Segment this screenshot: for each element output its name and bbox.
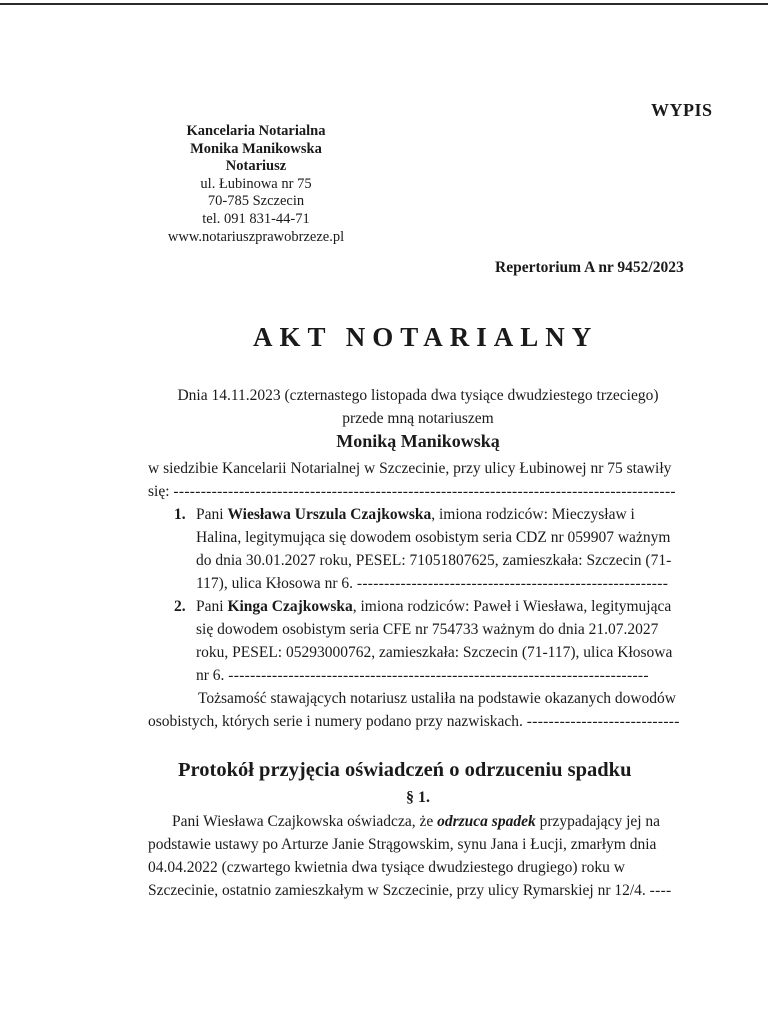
filler-dashes: -------------------------------------------------------------------------------------------- [173,483,676,500]
document-title: AKT NOTARIALNY [253,322,599,352]
section-number: § 1. [406,789,430,806]
notary-office-block [148,123,364,246]
party-name: Kinga Czajkowska [227,598,353,615]
party-line-rest: , imiona rodziców: Mieczysław i [431,506,635,523]
protocol-paragraph [148,810,722,902]
repertorium-number: Repertorium A nr 9452/2023 [495,259,684,276]
protocol-line-4 [148,879,722,902]
place-paragraph [148,457,708,503]
filler-dashes: ---- [649,882,672,899]
filler-dashes: --------------------------------------------------------- [356,575,669,592]
protocol-line-1 [148,810,722,833]
party-line-rest: , imiona rodziców: Paweł i Wiesława, legitymująca [352,598,672,615]
office-phone: tel. 091 831-44-71 [202,210,310,227]
protocol-line-3: 04.04.2022 (czwartego kwietnia dwa tysiące dwudziestego drugiego) roku w [148,859,625,876]
office-street: ul. Łubinowa nr 75 [200,175,312,192]
place-tail: się: [148,483,170,500]
party-2 [174,595,720,687]
date-line: Dnia 14.11.2023 (czternastego listopada dwa tysiące dwudziestego trzeciego) [177,387,659,404]
before-notary-line: przede mną notariuszem [342,410,494,427]
office-website: www.notariuszprawobrzeze.pl [167,228,345,245]
identity-text: osobistych, których serie i numery podano przy nazwiskach. [148,713,523,730]
identity-line-2 [148,710,722,733]
party-2-line-4 [174,664,720,687]
copy-label: WYPIS [651,100,713,120]
party-1-line-4 [174,572,720,595]
party-2-line-1 [174,595,720,618]
party-2-line-3: roku, PESEL: 05293000762, zamieszkała: Szczecin (71-117), ulica Kłosowa [196,644,673,661]
notary-name-line: Moniką Manikowską [336,431,500,451]
filler-dashes: ----------------------------------------------------------------------------- [228,667,649,684]
party-1-line-3: do dnia 30.01.2027 roku, PESEL: 71051807625, zamieszkała: Szczecin (71- [196,552,672,569]
party-1-line-1 [174,503,720,526]
protocol-text: Szczecinie, ostatnio zamieszkałym w Szczecinie, przy ulicy Rymarskiej nr 12/4. [148,882,646,899]
party-line-text: 117), ulica Kłosowa nr 6. [196,575,353,592]
protocol-line-2: podstawie ustawy po Arturze Janie Strągowskim, synu Jana i Łucji, zmarłym dnia [148,836,657,853]
office-postcode: 70-785 Szczecin [207,193,305,210]
protocol-text: Pani Wiesława Czajkowska oświadcza, że [172,813,438,830]
party-2-line-2: się dowodem osobistym seria CFE nr 754733 ważnym do dnia 21.07.2027 [196,621,659,638]
party-number: 1. [174,506,186,523]
identity-paragraph [148,687,722,733]
party-number: 2. [174,598,186,615]
place-tail-line [148,480,708,503]
party-line-text: nr 6. [196,667,225,684]
emphasis-text: odrzuca spadek [437,813,536,830]
party-prefix: Pani [196,598,224,615]
party-prefix: Pani [196,506,224,523]
identity-line-1: Tożsamość stawających notariusz ustaliła na podstawie okazanych dowodów [198,690,676,707]
place-line: w siedzibie Kancelarii Notarialnej w Szczecinie, przy ulicy Łubinowej nr 75 stawiły [148,460,672,477]
scan-top-edge [0,3,768,5]
notary-title: Notariusz [225,158,287,175]
party-name: Wiesława Urszula Czajkowska [227,506,432,523]
protocol-heading: Protokół przyjęcia oświadczeń o odrzuceniu spadku [178,759,632,781]
office-name: Kancelaria Notarialna [186,123,326,139]
notary-name-header: Monika Manikowska [190,140,322,157]
party-1-line-2: Halina, legitymująca się dowodem osobistym seria CDZ nr 059907 ważnym [196,529,671,546]
party-1 [174,503,720,595]
protocol-text: przypadający jej na [535,813,661,830]
filler-dashes: ---------------------------- [526,713,680,730]
